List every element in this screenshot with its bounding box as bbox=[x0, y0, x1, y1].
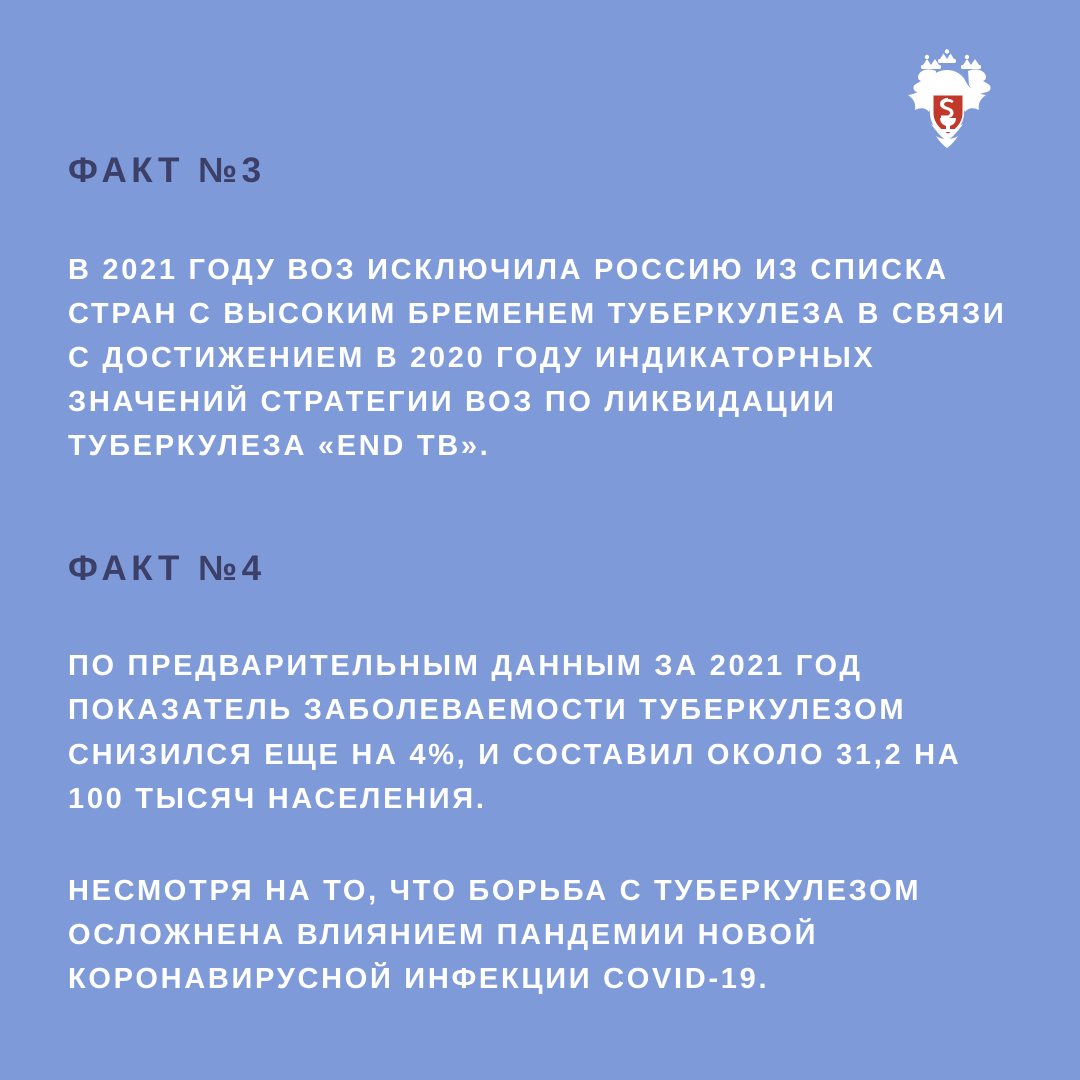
fact-4-body-paragraph-2 bbox=[68, 869, 998, 1001]
facts-content bbox=[68, 150, 1007, 1001]
fact-block-4 bbox=[68, 548, 998, 1001]
fact-4-p1-line-2: ПОКАЗАТЕЛЬ ЗАБОЛЕВАЕМОСТИ ТУБЕРКУЛЕЗОМ bbox=[68, 694, 907, 727]
fact-3-heading: ФАКТ №3 bbox=[68, 151, 266, 190]
fact-4-body-paragraph-1 bbox=[68, 644, 998, 820]
fact-3-line-5: ТУБЕРКУЛЕЗА «END TB». bbox=[68, 430, 491, 463]
fact-block-3 bbox=[68, 150, 1007, 468]
rospotrebnadzor-emblem-icon bbox=[892, 48, 1002, 158]
fact-4-heading: ФАКТ №4 bbox=[68, 549, 266, 589]
fact-3-line-1: В 2021 ГОДУ ВОЗ ИСКЛЮЧИЛА РОССИЮ ИЗ СПИСКА bbox=[68, 254, 949, 286]
fact-4-p1-line-4: 100 ТЫСЯЧ НАСЕЛЕНИЯ. bbox=[68, 782, 487, 815]
fact-4-p2-line-3: КОРОНАВИРУСНОЙ ИНФЕКЦИИ COVID-19. bbox=[68, 962, 770, 995]
fact-4-p2-line-1: НЕСМОТРЯ НА ТО, ЧТО БОРЬБА С ТУБЕРКУЛЕЗОМ bbox=[68, 874, 922, 907]
fact-3-line-3: С ДОСТИЖЕНИЕМ В 2020 ГОДУ ИНДИКАТОРНЫХ bbox=[68, 342, 876, 375]
fact-3-body bbox=[68, 248, 1007, 468]
fact-4-p1-line-3: СНИЗИЛСЯ ЕЩЕ НА 4%, И СОСТАВИЛ ОКОЛО 31,2 НА bbox=[68, 738, 962, 771]
fact-3-line-2: СТРАН С ВЫСОКИМ БРЕМЕНЕМ ТУБЕРКУЛЕЗА В СВЯЗИ bbox=[68, 298, 1007, 331]
fact-4-p1-line-1: ПО ПРЕДВАРИТЕЛЬНЫМ ДАННЫМ ЗА 2021 ГОД bbox=[68, 650, 863, 683]
fact-3-line-4: ЗНАЧЕНИЙ СТРАТЕГИИ ВОЗ ПО ЛИКВИДАЦИИ bbox=[68, 386, 837, 419]
fact-4-p2-line-2: ОСЛОЖНЕНА ВЛИЯНИЕМ ПАНДЕМИИ НОВОЙ bbox=[68, 918, 819, 951]
